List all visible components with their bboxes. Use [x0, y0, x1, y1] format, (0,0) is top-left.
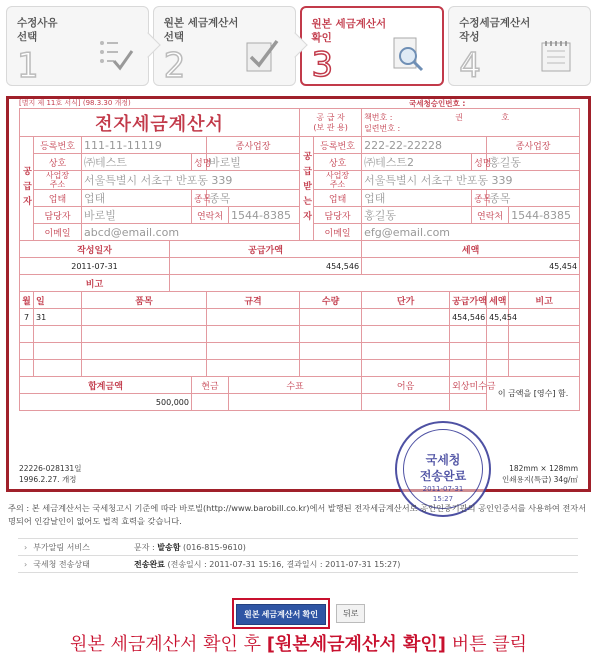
step-4: [448, 6, 591, 86]
buyer-manager: 홍길동: [362, 207, 472, 224]
confirm-original-invoice-button[interactable]: 원본 세금계산서 확인: [236, 604, 326, 625]
action-buttons: [232, 598, 365, 629]
nts-approval-number: 국세청승인번호 :: [409, 99, 466, 108]
supplier-business-type: 업태: [82, 190, 192, 207]
supplier-address: 서울특별시 서초구 반포동 339: [82, 171, 300, 190]
notepad-icon: [536, 35, 576, 75]
total-amount: 500,000: [20, 394, 192, 411]
supplier-company: ㈜테스트: [82, 154, 192, 171]
table-row: [20, 343, 580, 360]
step-3: [300, 6, 445, 86]
tax-amount: 45,454: [362, 258, 580, 275]
tax-invoice-table: 전자세금계산서 공 급 자 (보 관 용) 책번호 : 권 호 일련번호 : 공급자 등록번호 111-11-11119 종사업장 공급받는자 등록번호 222-22-22228 종사업장 상호 ㈜테스트 성명 바로빌 상호 ㈜테스트2 성명 홍길동 사업장 주소 서울특별시 서초구 반포동 339 사업장 주소 서울특별시 서초구 반포동 339 업태 업태 종목 종목 업태 업태 종목 종목 담당자 바로빌 연락처 1544-8385 담당자 홍길동 연락처 1544-8385 이메일 abcd@email.com 이메일 efg@email.com 작성일자 공급가액 세액 2011-07-31 454,546 45,454 비고 월 일 품목 규격 수량 단가 공급가액 세액 비고 7 31 454,546 45,454 합계금액 현금 수표 어음 외상미수금 이 금액을 [영수] 함. 500,000: [19, 108, 580, 411]
magnifier-doc-icon: [388, 34, 428, 74]
back-button[interactable]: 뒤로: [336, 604, 365, 623]
instruction-caption: 원본 세금계산서 확인 후 [원본세금계산서 확인] 버튼 클릭: [70, 634, 527, 655]
buyer-email: efg@email.com: [362, 224, 580, 241]
invoice-form-number: [별지 제 11호 서식] (98.3.30 개정): [19, 99, 131, 107]
status-info-table: [18, 538, 578, 573]
book-number-label: 책번호 :: [364, 112, 393, 122]
checklist-icon: [94, 35, 134, 75]
buyer-reg-no: 222-22-22228: [362, 137, 487, 154]
buyer-company: ㈜테스트2: [362, 154, 472, 171]
form-footer-left: 22226-028131일 1996.2.27. 개정: [19, 464, 82, 484]
nts-transmission-status: 전송완료: [134, 559, 165, 569]
sms-status: 발송함: [157, 542, 181, 552]
step-2-number: 2: [163, 46, 186, 86]
step-4-label: 수정세금계산서 작성: [459, 17, 531, 43]
list-item: › 국세청 전송상태 전송완료 (전송일시 : 2011-07-31 15:16, 결과일시 : 2011-07-31 15:27): [18, 556, 578, 573]
step-2-label: 원본 세금계산서 선택: [163, 17, 239, 43]
step-1-number: 1: [17, 46, 39, 86]
serial-number-label: 일련번호 :: [364, 123, 401, 133]
supplier-reg-no: 111-11-11119: [82, 137, 207, 154]
legal-notice: 주의 : 본 세금계산서는 국세청고시 기준에 따라 바로빌(http://www.barobill.co.kr)에서 발행된 전자세금계산서로 공인인증기관의 공인인증서를 사용하여 전자서명되어 인감날인이 없어도 법적 효력을 갖습니다.: [8, 503, 587, 526]
supplier-business-item: 종목: [207, 190, 300, 207]
list-item: › 부가알림 서비스 문자 : 발송함 (016-815-9610): [18, 539, 578, 556]
table-row: [20, 326, 580, 343]
step-4-number: 4: [459, 46, 481, 86]
table-row: [20, 360, 580, 377]
issue-date: 2011-07-31: [20, 258, 170, 275]
buyer-name: 홍길동: [487, 154, 580, 171]
supplier-label: 공급자: [20, 137, 34, 241]
invoice-frame: [6, 96, 591, 503]
invoice-title: 전자세금계산서: [20, 109, 300, 137]
table-row: 7 31 454,546 45,454: [20, 309, 580, 326]
buyer-business-type: 업태: [362, 190, 472, 207]
buyer-business-item: 종목: [487, 190, 580, 207]
copy-label: 공 급 자 (보 관 용): [300, 109, 362, 137]
step-wizard: [6, 6, 591, 86]
nts-sent-stamp: 국세청 전송완료 2011-07-31 15:27: [395, 421, 491, 517]
checkbox-doc-icon: [241, 35, 281, 75]
step-2: [153, 6, 296, 86]
form-footer-right: 182mm × 128mm 인쇄용지(특급) 34g/㎡: [501, 464, 578, 484]
supplier-contact: 1544-8385: [229, 207, 300, 224]
step-3-number: 3: [311, 45, 334, 85]
step-1: [6, 6, 149, 86]
buyer-label: 공급받는자: [300, 137, 314, 241]
step-1-label: 수정사유 선택: [17, 17, 58, 43]
supplier-email: abcd@email.com: [82, 224, 300, 241]
supplier-name: 바로빌: [207, 154, 300, 171]
buyer-address: 서울특별시 서초구 반포동 339: [362, 171, 580, 190]
note-value: [170, 275, 580, 292]
supplier-manager: 바로빌: [82, 207, 192, 224]
buyer-contact: 1544-8385: [509, 207, 580, 224]
supply-amount: 454,546: [170, 258, 362, 275]
step-3-label: 원본 세금계산서 확인: [311, 18, 387, 44]
receipt-text: 이 금액을 [영수] 함.: [487, 377, 580, 411]
